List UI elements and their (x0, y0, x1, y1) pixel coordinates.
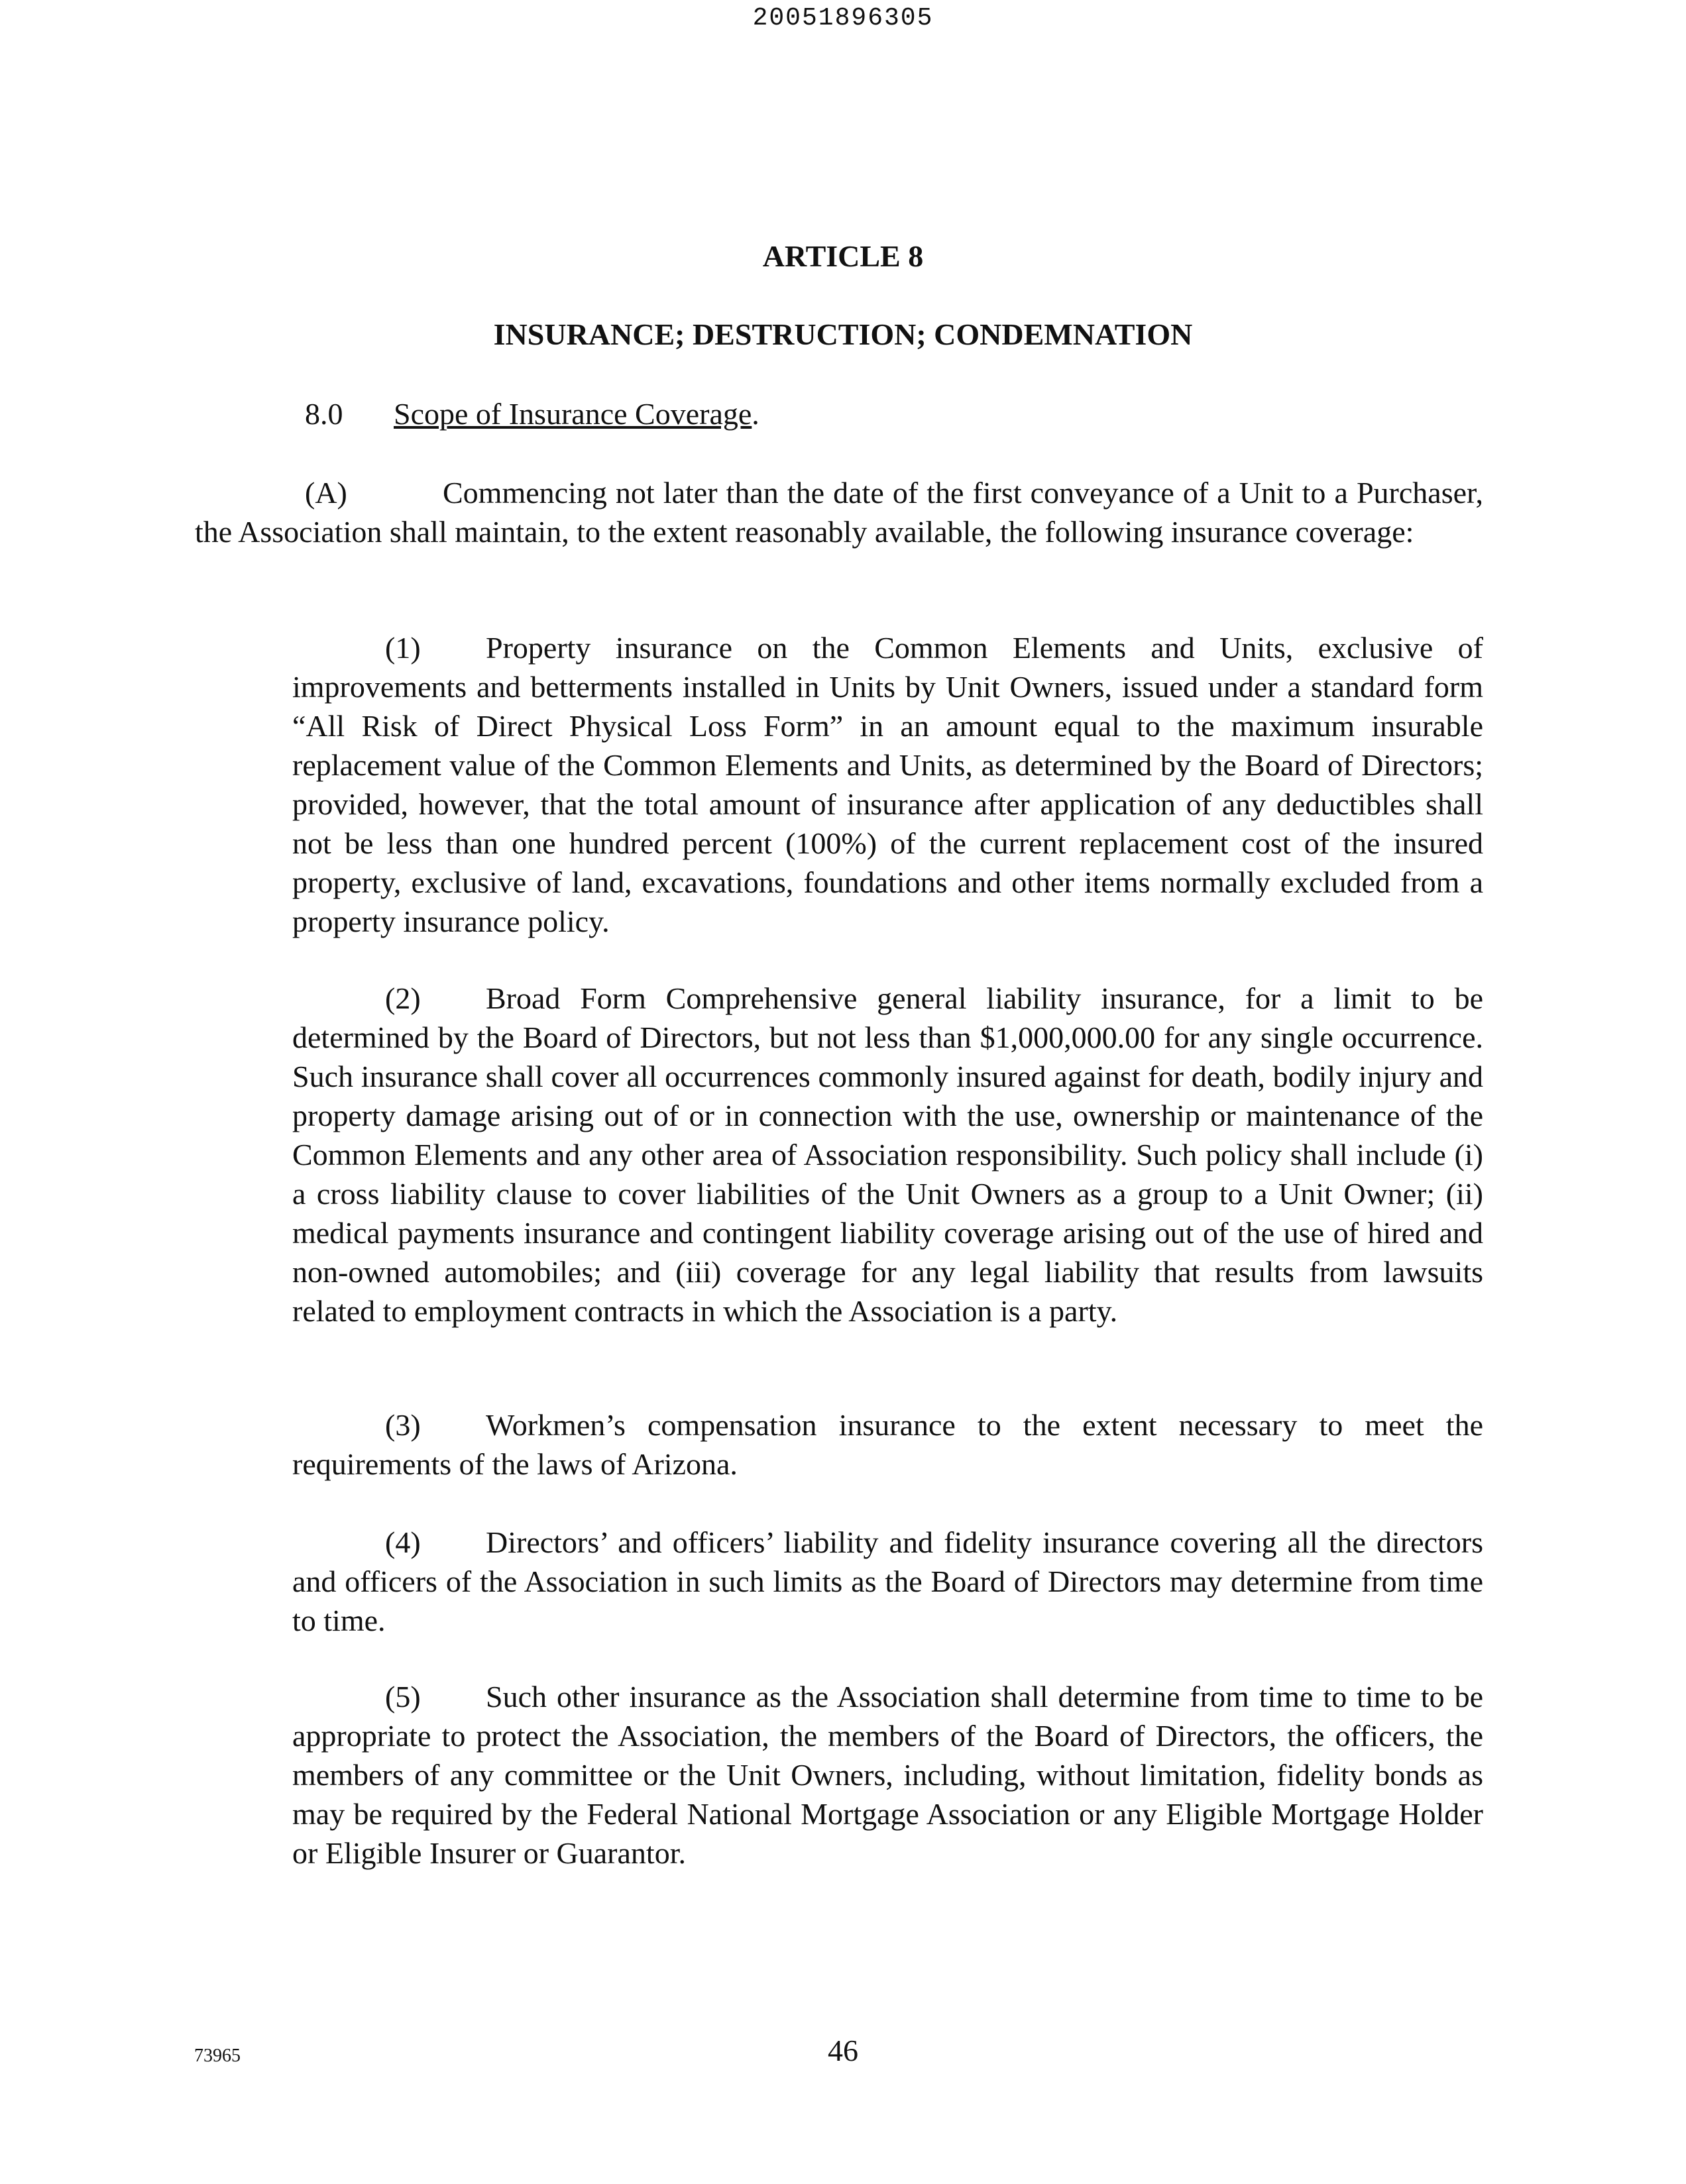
paragraph-a (195, 473, 1483, 551)
document-number: 20051896305 (752, 4, 934, 32)
section-heading (305, 396, 759, 431)
item-label: (1) (385, 631, 421, 665)
item-label: (2) (385, 981, 421, 1015)
section-number: 8.0 (305, 397, 343, 431)
article-subtitle: INSURANCE; DESTRUCTION; CONDEMNATION (493, 317, 1193, 351)
item-text: Workmen’s compensation insurance to the extent necessary to meet the requirements of the laws of Arizona. (292, 1408, 1483, 1481)
list-item (292, 628, 1483, 941)
list-item (292, 979, 1483, 1331)
section-title-period: . (752, 397, 759, 431)
item-label: (5) (385, 1680, 421, 1714)
paragraph-a-label: (A) (305, 476, 347, 510)
item-text: Directors’ and officers’ liability and fidelity insurance covering all the directors and officers of the Association in such limits as the Board of Directors may determine from time to time. (292, 1525, 1483, 1637)
list-item (292, 1677, 1483, 1873)
item-text: Such other insurance as the Association shall determine from time to time to be appropriate to protect the Association, the members of the Board of Directors, the officers, the members of any committee or the Unit Owners, including, without limitation, fidelity bonds as may be required by the Federal National Mortgage Association or any Eligible Mortgage Holder or Eligible Insurer or Guarantor. (292, 1680, 1483, 1870)
footer-document-code: 73965 (194, 2046, 241, 2066)
item-label: (3) (385, 1408, 421, 1442)
list-item (292, 1523, 1483, 1640)
item-label: (4) (385, 1525, 421, 1559)
list-item (292, 1405, 1483, 1484)
item-text: Broad Form Comprehensive general liability insurance, for a limit to be determined by the Board of Directors, but not less than $1,000,000.00 for any single occurrence. Such insurance shall cover all occurrences commonly insured against for death, bodily injury and property damage arising out of or in connection with the use, ownership or maintenance of the Common Elements and any other area of Association responsibility. Such policy shall include (i) a cross liability clause to cover liabilities of the Unit Owners as a group to a Unit Owner; (ii) medical payments insurance and contingent liability coverage arising out of the use of hired and non-owned automobiles; and (iii) coverage for any legal liability that results from lawsuits related to employment contracts in which the Association is a party. (292, 981, 1483, 1328)
paragraph-a-text: Commencing not later than the date of the first conveyance of a Unit to a Purchaser, the Association shall maintain, to the extent reasonably available, the following insurance coverage: (195, 476, 1483, 549)
article-title: ARTICLE 8 (762, 239, 924, 273)
item-text: Property insurance on the Common Elements and Units, exclusive of improvements and betterments installed in Units by Unit Owners, issued under a standard form “All Risk of Direct Physical Loss Form” in an amount equal to the maximum insurable replacement value of the Common Elements and Units, as determined by the Board of Directors; provided, however, that the total amount of insurance after application of any deductibles shall not be less than one hundred percent (100%) of the current replacement cost of the insured property, exclusive of land, excavations, foundations and other items normally excluded from a property insurance policy. (292, 631, 1483, 938)
section-title: Scope of Insurance Coverage (394, 397, 752, 431)
page-number: 46 (828, 2034, 858, 2067)
